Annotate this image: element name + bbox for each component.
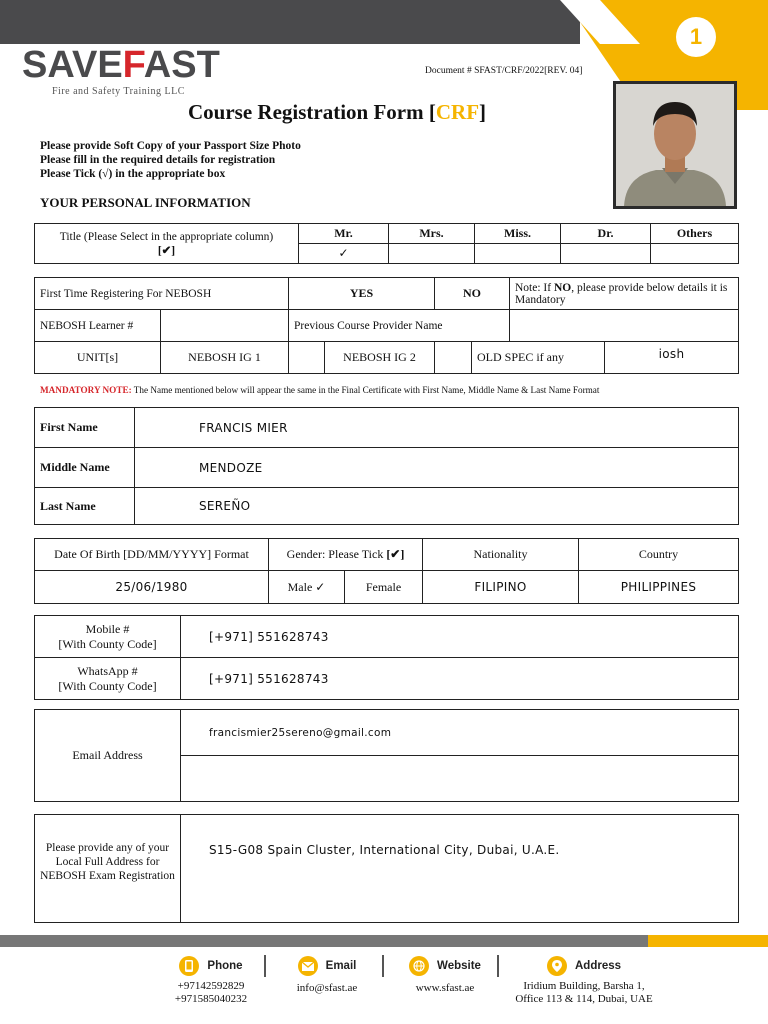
units-label: UNIT[s] (35, 342, 161, 374)
gender-label (269, 539, 423, 571)
footer-phone-1[interactable]: +97142592829 (177, 980, 245, 992)
mobile-label: Mobile # (85, 621, 130, 636)
checkmark-icon: ✓ (315, 579, 326, 594)
footer-website-label: Website (437, 959, 481, 972)
contact-table (34, 615, 739, 700)
gender-male-option[interactable] (269, 571, 345, 604)
address-table (34, 814, 739, 923)
logo-part-f: F (122, 44, 144, 86)
gender-female-option[interactable]: Female (345, 571, 423, 604)
nebosh-yes-option[interactable]: YES (289, 278, 435, 310)
mandatory-note-label: MANDATORY NOTE: (40, 385, 132, 395)
title-table (34, 223, 739, 264)
gender-label-mark: [✔] (386, 547, 405, 561)
title-checkbox-mr[interactable] (299, 244, 389, 264)
footer-divider (382, 955, 384, 977)
form-title: Course Registration Form [CRF] (188, 100, 487, 124)
title-option-mr: Mr. (299, 224, 389, 244)
footer-address-line-1: Iridium Building, Barsha 1, (523, 980, 645, 992)
previous-provider-field[interactable] (510, 310, 739, 342)
footer-phone-2[interactable]: +971585040232 (174, 993, 248, 1005)
footer-phone (152, 956, 270, 1006)
checkmark-icon: ✓ (338, 246, 349, 260)
whatsapp-sub-label: [With County Code] (58, 678, 157, 693)
old-spec-field[interactable]: iosh (605, 342, 739, 374)
title-checkbox-miss[interactable] (475, 244, 561, 264)
email-field[interactable]: francismier25sereno@gmail.com (181, 710, 739, 756)
document-number: Document # SFAST/CRF/2022[REV. 04] (425, 66, 583, 76)
mobile-field[interactable]: [+971] 551628743 (181, 616, 739, 658)
footer-email-value[interactable]: info@sfast.ae (296, 982, 358, 994)
nationality-label: Nationality (423, 539, 579, 571)
nebosh-note-suffix: , please provide below details it is Mandatory (515, 281, 728, 306)
footer-address-line-2: Office 113 & 114, Dubai, UAE (515, 993, 653, 1005)
form-title-text: Course Registration Form (188, 100, 424, 124)
gender-male-label: Male (287, 579, 313, 594)
address-field[interactable]: S15-G08 Spain Cluster, International City, Dubai, U.A.E. (181, 815, 739, 923)
country-label: Country (579, 539, 739, 571)
unit-ig2-label: NEBOSH IG 2 (325, 342, 435, 374)
email-table (34, 709, 739, 802)
company-logo (22, 44, 220, 86)
nebosh-note (510, 278, 739, 310)
title-option-mrs: Mrs. (389, 224, 475, 244)
title-label-mark: [✔] (157, 244, 176, 257)
mandatory-note-text: The Name mentioned below will appear the same in the Final Certificate with First Name, Middle Name & Last Name Format (131, 385, 600, 395)
title-label-cell (35, 224, 299, 264)
footer-address-label: Address (574, 959, 622, 972)
previous-provider-label: Previous Course Provider Name (289, 310, 510, 342)
address-label: Please provide any of your Local Full Address for NEBOSH Exam Registration (35, 815, 181, 923)
gender-label-text: Gender: Please Tick (286, 547, 384, 561)
title-option-miss: Miss. (475, 224, 561, 244)
footer-divider (497, 955, 499, 977)
names-table (34, 407, 739, 525)
passport-photo (613, 81, 737, 209)
title-checkbox-dr[interactable] (561, 244, 651, 264)
instruction-tick: Please Tick (√) in the appropriate box (40, 168, 226, 180)
footer-accent (648, 935, 768, 947)
whatsapp-field[interactable]: [+971] 551628743 (181, 658, 739, 700)
mobile-label-cell (35, 616, 181, 658)
nebosh-table (34, 277, 739, 374)
dob-label: Date Of Birth [DD/MM/YYYY] Format (35, 539, 269, 571)
email-label: Email Address (35, 710, 181, 802)
title-checkbox-others[interactable] (651, 244, 739, 264)
footer-divider (264, 955, 266, 977)
instruction-photo: Please provide Soft Copy of your Passport Size Photo (40, 140, 301, 152)
logo-tagline: Fire and Safety Training LLC (52, 86, 185, 97)
nebosh-note-bold: NO (553, 281, 572, 294)
footer-website-value[interactable]: www.sfast.ae (415, 982, 475, 994)
old-spec-label: OLD SPEC if any (472, 342, 605, 374)
form-title-code: CRF (435, 100, 480, 124)
title-checkbox-mrs[interactable] (389, 244, 475, 264)
phone-icon (179, 956, 199, 976)
nebosh-note-prefix: Note: If (515, 281, 554, 294)
learner-label: NEBOSH Learner # (35, 310, 161, 342)
first-name-field[interactable]: FRANCIS MIER (135, 408, 739, 448)
title-option-dr: Dr. (561, 224, 651, 244)
title-label: Title (Please Select in the appropriate column) (59, 230, 274, 243)
nebosh-no-option[interactable]: NO (435, 278, 510, 310)
whatsapp-label-cell (35, 658, 181, 700)
whatsapp-label: WhatsApp # (77, 663, 138, 678)
last-name-label: Last Name (35, 488, 135, 525)
first-name-label: First Name (35, 408, 135, 448)
globe-icon (409, 956, 429, 976)
logo-part-ast: AST (143, 44, 220, 86)
learner-number-field[interactable] (161, 310, 289, 342)
unit-ig2-checkbox[interactable] (435, 342, 472, 374)
instruction-fill: Please fill in the required details for registration (40, 154, 276, 166)
envelope-icon (298, 956, 318, 976)
location-pin-icon (547, 956, 567, 976)
last-name-field[interactable]: SEREÑO (135, 488, 739, 525)
footer-address (506, 956, 662, 1006)
first-time-label: First Time Registering For NEBOSH (35, 278, 289, 310)
mandatory-note (40, 385, 599, 395)
country-field[interactable]: PHILIPPINES (579, 571, 739, 604)
footer-email (280, 956, 374, 995)
footer-website (396, 956, 494, 995)
nationality-field[interactable]: FILIPINO (423, 571, 579, 604)
unit-ig1-label: NEBOSH IG 1 (161, 342, 289, 374)
logo-part-save: SAVE (22, 44, 123, 86)
middle-name-label: Middle Name (35, 448, 135, 488)
email-field-secondary[interactable] (181, 756, 739, 802)
mobile-sub-label: [With County Code] (58, 636, 157, 651)
middle-name-field[interactable]: MENDOZE (135, 448, 739, 488)
unit-ig1-checkbox[interactable] (289, 342, 325, 374)
page-number: 1 (689, 24, 703, 49)
person-photo-icon (616, 84, 734, 206)
title-option-others: Others (651, 224, 739, 244)
footer-phone-label: Phone (207, 959, 243, 972)
section-title: YOUR PERSONAL INFORMATION (40, 195, 251, 210)
dob-field[interactable]: 25/06/1980 (35, 571, 269, 604)
footer-email-label: Email (325, 959, 357, 972)
personal-table (34, 538, 739, 604)
